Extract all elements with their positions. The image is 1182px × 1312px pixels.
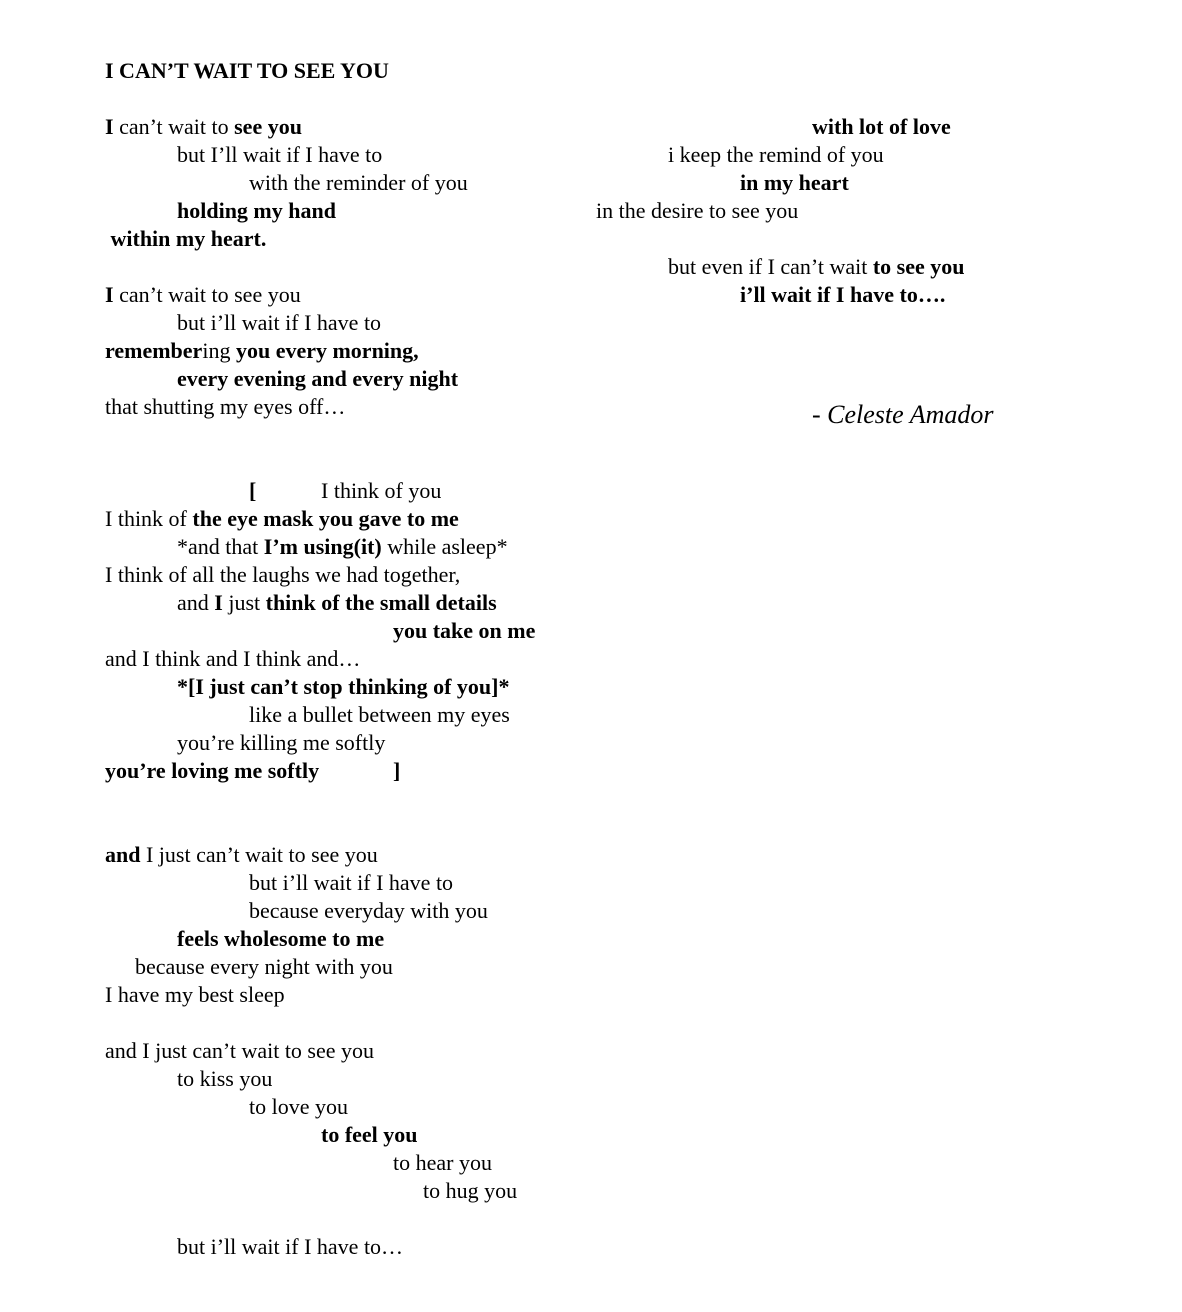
bold-text: I: [105, 282, 114, 307]
poem-line: [177, 1233, 403, 1261]
poem-line: [249, 897, 488, 925]
bold-text: the eye mask you gave to me: [192, 506, 459, 531]
open-bracket: [249, 477, 256, 505]
text-run: but i’ll wait if I have to: [249, 870, 454, 895]
poem-line: [105, 757, 319, 785]
bold-text: ]: [393, 758, 401, 783]
poem-line: [812, 113, 951, 141]
text-run: but i’ll wait if I have to…: [177, 1234, 404, 1259]
bold-text: in my heart: [740, 170, 849, 195]
bold-text: i’ll wait if I have to….: [740, 282, 946, 307]
poem-line: [135, 953, 393, 981]
poem-line: [249, 869, 453, 897]
text-run: because everyday with you: [249, 898, 488, 923]
text-run: I think of you: [321, 478, 442, 503]
text-run: I just can’t wait to see you: [140, 842, 378, 867]
poem-line: [177, 925, 384, 953]
bold-text: you every morning,: [235, 338, 419, 363]
bold-text: with lot of love: [812, 114, 951, 139]
bold-text: you’re loving me softly: [105, 758, 320, 783]
poem-line: [740, 281, 945, 309]
bold-text: see you: [234, 114, 302, 139]
poem-line: [105, 337, 419, 365]
poem-line: [321, 1121, 418, 1149]
bold-text: remember: [105, 338, 203, 363]
poem-line: [105, 841, 378, 869]
poem-line: [105, 1037, 374, 1065]
text-run: and: [177, 590, 215, 615]
close-bracket: [393, 757, 400, 785]
text-run: i keep the remind of you: [668, 142, 884, 167]
bold-text: feels wholesome to me: [177, 926, 385, 951]
poem-line: [423, 1177, 517, 1205]
text-run: I have my best sleep: [105, 982, 285, 1007]
bold-text: holding my hand: [177, 198, 336, 223]
text-run: to hug you: [423, 1178, 518, 1203]
bold-text: to feel you: [321, 1122, 418, 1147]
text-run: you’re killing me softly: [177, 730, 386, 755]
bold-text: and: [105, 842, 141, 867]
poem-line: [177, 673, 510, 701]
text-run: ing: [202, 338, 236, 363]
text-run: I think of: [105, 506, 193, 531]
text-run: I think of all the laughs we had together,: [105, 562, 461, 587]
text-run: because every night with you: [135, 954, 393, 979]
text-run: just: [222, 590, 266, 615]
poem-line: [177, 141, 382, 169]
poem-line: [105, 981, 285, 1009]
text-run: while asleep*: [381, 534, 508, 559]
text-run: and I just can’t wait to see you: [105, 1038, 375, 1063]
bold-text: you take on me: [393, 618, 536, 643]
poem-line: [740, 169, 849, 197]
poem-line: [105, 505, 459, 533]
text-run: with the reminder of you: [249, 170, 468, 195]
bold-text: think of the small details: [265, 590, 497, 615]
bold-text: to see you: [872, 254, 965, 279]
poem-line: [596, 197, 798, 225]
poem-title: I CAN’T WAIT TO SEE YOU: [105, 58, 389, 83]
poem-line: [177, 365, 458, 393]
text-run: but i’ll wait if I have to: [177, 310, 382, 335]
bold-text: within my heart.: [105, 226, 267, 251]
bold-text: I: [105, 114, 114, 139]
poem-line: [668, 253, 965, 281]
text-run: *and that: [177, 534, 264, 559]
poem-line: [249, 701, 510, 729]
poem-line: [177, 533, 508, 561]
poem-line: [105, 645, 360, 673]
poem-line: [393, 617, 535, 645]
poem-line: [249, 1093, 348, 1121]
poem-line: [393, 1149, 492, 1177]
text-run: can’t wait to see you: [113, 282, 301, 307]
poem-line: [105, 561, 460, 589]
poem-line: [177, 309, 381, 337]
text-run: to hear you: [393, 1150, 492, 1175]
poem-line: [177, 1065, 272, 1093]
poem-line: [105, 393, 345, 421]
poem-line: [105, 113, 302, 141]
text-run: to kiss you: [177, 1066, 273, 1091]
bold-text: every evening and every night: [177, 366, 459, 391]
poem-line: [321, 477, 441, 505]
poem-line: [177, 589, 497, 617]
text-run: like a bullet between my eyes: [249, 702, 510, 727]
poem-line: [249, 169, 468, 197]
text-run: but even if I can’t wait: [668, 254, 873, 279]
text-run: in the desire to see you: [596, 198, 799, 223]
author-signature: - Celeste Amador: [812, 400, 994, 429]
text-run: but I’ll wait if I have to: [177, 142, 383, 167]
text-run: and I think and I think and…: [105, 646, 361, 671]
bold-text: I’m using(it): [263, 534, 382, 559]
bold-text: I: [214, 590, 223, 615]
bold-text: *[I just can’t stop thinking of you]*: [177, 674, 510, 699]
poem-line: [177, 729, 385, 757]
bold-text: [: [249, 478, 257, 503]
poem-line: [177, 197, 336, 225]
text-run: to love you: [249, 1094, 348, 1119]
text-run: can’t wait to: [113, 114, 235, 139]
poem-line: [105, 281, 301, 309]
poem-line: [668, 141, 884, 169]
poem-line: [105, 225, 266, 253]
text-run: that shutting my eyes off…: [105, 394, 346, 419]
